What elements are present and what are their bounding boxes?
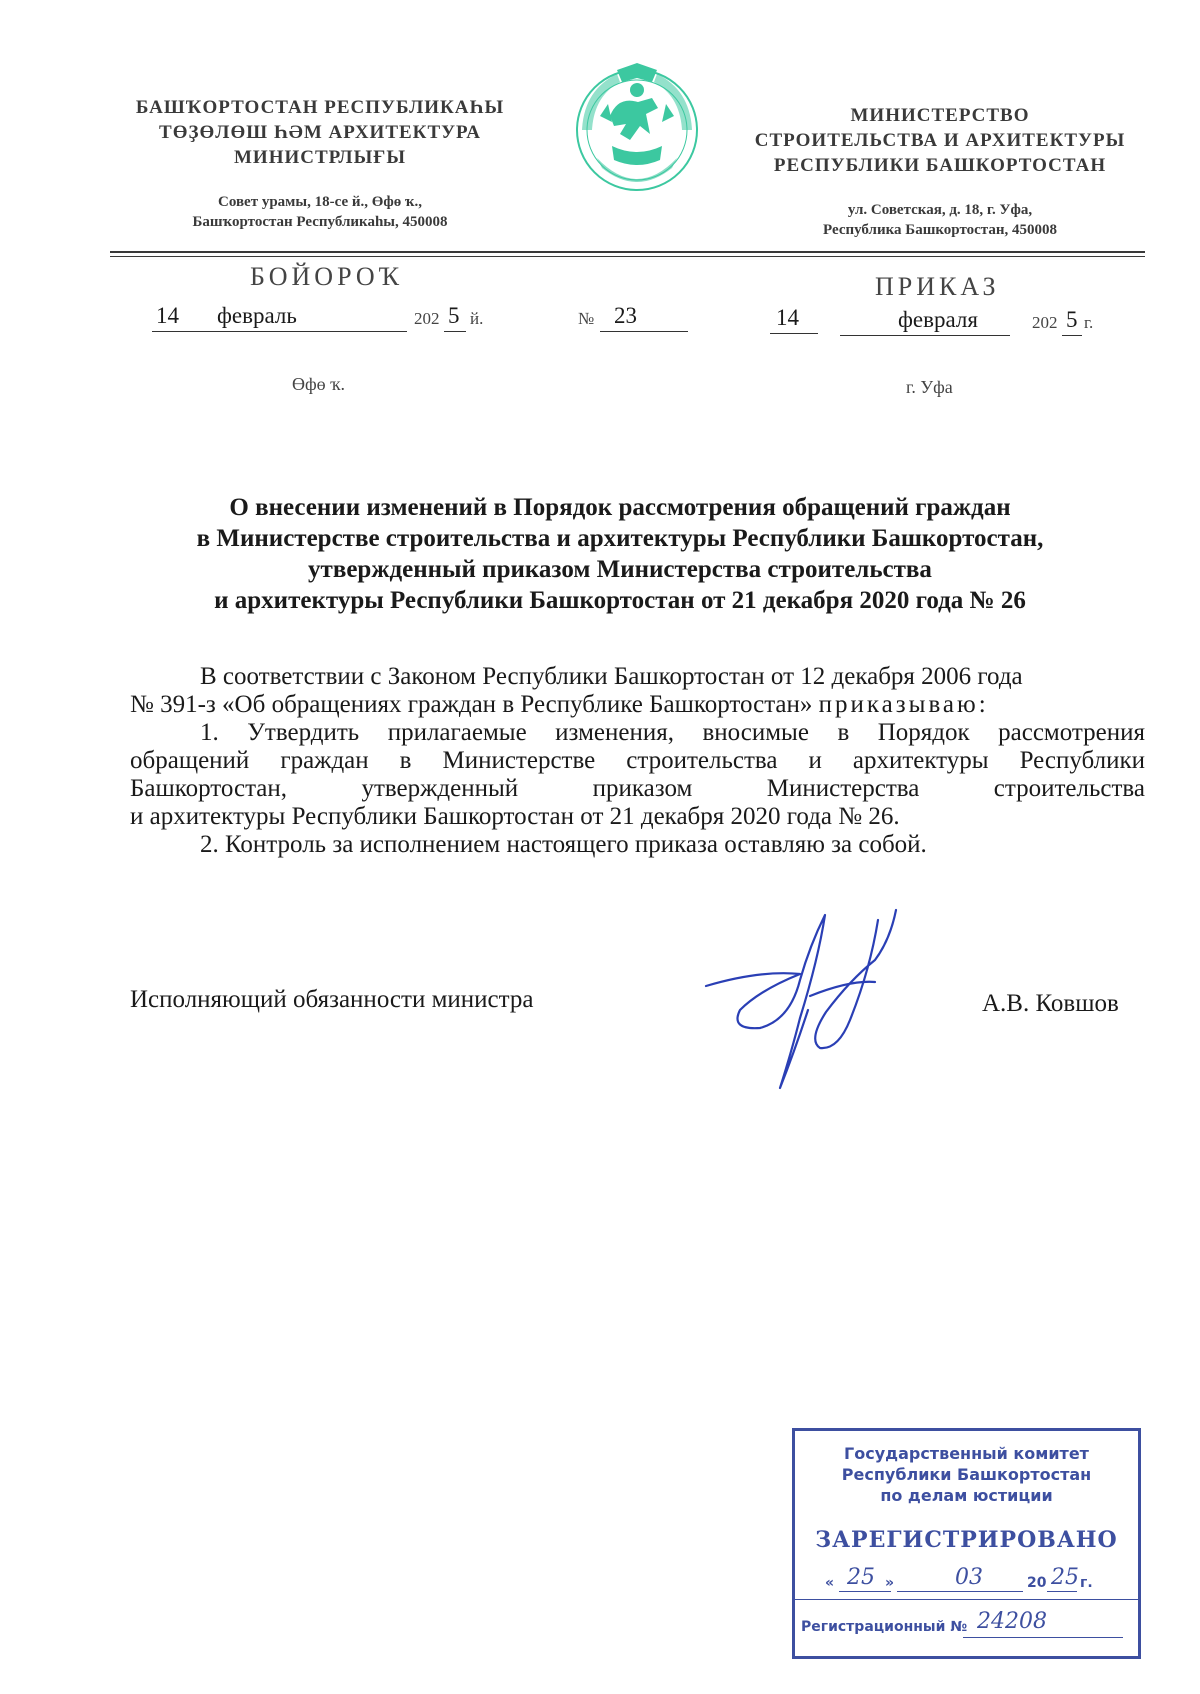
stamp-year-suffix: 25 (1051, 1565, 1079, 1590)
signatory-position: Исполняющий обязанности министра (130, 986, 534, 1013)
place-russian: г. Уфа (906, 377, 953, 397)
item1-line: обращений граждан в Министерстве строительства и архитектуры Республики (130, 747, 1145, 774)
header-right-russian (720, 103, 1160, 240)
stamp-close-quote: » (885, 1575, 895, 1591)
stamp-year-underline (1047, 1591, 1077, 1592)
intro-line: В соответствии с Законом Республики Башкортостан от 12 декабря 2006 года (200, 663, 1023, 690)
number-value: 23 (614, 303, 637, 328)
stamp-org-line: Государственный комитет (844, 1444, 1089, 1463)
date-right-year-unit: г. (1084, 313, 1094, 332)
date-right-day-underline (770, 333, 818, 334)
signatory-name: А.В. Ковшов (982, 990, 1119, 1017)
date-left-year-prefix: 202 (414, 309, 440, 328)
stamp-org-line: по делам юстиции (880, 1486, 1053, 1505)
item1-line: и архитектуры Республики Башкортостан от 21 декабря 2020 года № 26. (130, 803, 900, 830)
number-underline (600, 331, 688, 332)
stamp-month-underline (897, 1591, 1023, 1592)
stamp-open-quote: « (825, 1575, 835, 1591)
date-left-month: февраль (217, 303, 297, 328)
date-left-underline (152, 331, 407, 332)
address-bashkir (100, 192, 540, 232)
intro-law-reference: № 391-з «Об обращениях граждан в Республике Башкортостан» (130, 691, 813, 718)
number-sign: № (578, 309, 595, 328)
date-left-year-unit: й. (470, 309, 484, 328)
stamp-day: 25 (847, 1565, 875, 1590)
header-right-address-line: ул. Советская, д. 18, г. Уфа, (847, 202, 1033, 218)
order-number (578, 303, 690, 337)
stamp-reg-number (801, 1611, 1131, 1641)
stamp-organization (795, 1443, 1138, 1506)
title-line: в Министерстве строительства и архитектуры Республики Башкортостан, (196, 525, 1044, 552)
stamp-reg-label: Регистрационный № (801, 1619, 968, 1635)
doc-type-russian: ПРИКАЗ (875, 272, 1000, 301)
header-left-title-line: ТӨҘӨЛӨШ ҺӘМ АРХИТЕКТУРА (159, 122, 481, 143)
stamp-year-prefix: 20 (1027, 1575, 1047, 1591)
ministry-name-bashkir (100, 95, 540, 170)
title-line: О внесении изменений в Порядок рассмотрения обращений граждан (229, 494, 1011, 521)
date-left-day: 14 (156, 303, 179, 328)
header-right-title-line: СТРОИТЕЛЬСТВА И АРХИТЕКТУРЫ (754, 130, 1126, 151)
registration-stamp (792, 1428, 1141, 1659)
header-right-title-line: МИНИСТЕРСТВО (850, 105, 1030, 126)
address-russian (720, 200, 1160, 240)
header-right-address-line: Республика Башкортостан, 450008 (823, 222, 1057, 238)
date-right-month: февраля (898, 307, 978, 332)
header-left-title-line: МИНИСТРЛЫҒЫ (234, 147, 406, 168)
date-right-month-underline (840, 335, 1010, 336)
date-right-year-underline (1062, 335, 1082, 336)
title-line: и архитектуры Республики Башкортостан от 21 декабря 2020 года № 26 (214, 587, 1026, 614)
item1-line: 1. Утвердить прилагаемые изменения, вносимые в Порядок рассмотрения (200, 719, 1145, 746)
bashkortostan-emblem-icon (572, 60, 702, 200)
stamp-registered-label: ЗАРЕГИСТРИРОВАНО (815, 1527, 1118, 1553)
intro-line-2 (130, 691, 1145, 719)
stamp-divider (795, 1599, 1138, 1600)
header-rule-thick (110, 251, 1145, 253)
header-right-title-line: РЕСПУБЛИКИ БАШКОРТОСТАН (773, 155, 1107, 176)
date-left-year-underline (444, 331, 466, 332)
date-right (770, 305, 1110, 339)
doc-type-bashkir: БОЙОРОҠ (250, 262, 404, 291)
date-left-year-suffix: 5 (448, 303, 460, 328)
order-body (130, 663, 1145, 859)
date-right-year-prefix: 202 (1032, 313, 1058, 332)
handwritten-signature-icon (700, 900, 930, 1095)
header-rule-thin (110, 256, 1145, 257)
header-left-address-line: Совет урамы, 18-се й., Өфө ҡ., (218, 194, 422, 210)
header-left-bashkir (100, 95, 540, 232)
date-right-day: 14 (776, 305, 799, 330)
stamp-day-underline (839, 1591, 891, 1592)
stamp-year-unit: г. (1080, 1575, 1093, 1591)
date-right-year-suffix: 5 (1066, 307, 1078, 332)
stamp-date (825, 1565, 1125, 1595)
date-left (152, 303, 497, 337)
order-title (130, 492, 1110, 616)
stamp-reg-value: 24208 (977, 1609, 1047, 1634)
title-line: утвержденный приказом Министерства строительства (308, 556, 932, 583)
stamp-reg-underline (963, 1637, 1123, 1638)
ministry-name-russian (720, 103, 1160, 178)
stamp-month: 03 (955, 1565, 983, 1590)
stamp-org-line: Республики Башкортостан (841, 1465, 1092, 1484)
item1-line: Башкортостан, утвержденный приказом Министерства строительства (130, 775, 1145, 802)
item2-line: 2. Контроль за исполнением настоящего приказа оставляю за собой. (200, 831, 927, 858)
header-left-address-line: Башҡортостан Республикаһы, 450008 (192, 214, 448, 230)
place-bashkir: Өфө ҡ. (292, 374, 345, 394)
intro-order-word: приказываю: (818, 691, 989, 718)
header-left-title-line: БАШҠОРТОСТАН РЕСПУБЛИКАҺЫ (135, 97, 505, 118)
